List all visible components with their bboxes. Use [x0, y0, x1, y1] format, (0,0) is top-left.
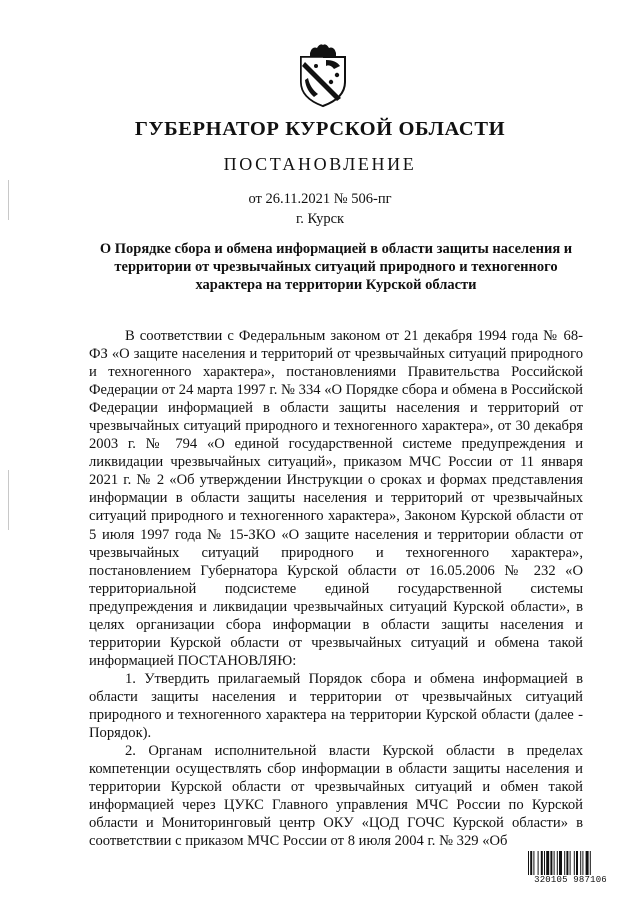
date-and-number: от 26.11.2021 № 506-пг [248, 191, 392, 207]
barcode-number: 320105 987106 [534, 875, 607, 885]
decree-subject: О Порядке сбора и обмена информацией в области защиты населения и территории от чрезвычайных ситуаций природного и техногенного характера на территории Курской области [99, 241, 573, 293]
governor-title: ГУБЕРНАТОР КУРСКОЙ ОБЛАСТИ [134, 118, 506, 140]
document-body [89, 327, 583, 850]
coat-of-arms-icon [296, 42, 350, 108]
clause-2-paragraph: 2. Органам исполнительной власти Курской области в пределах компетенции осуществлять сбор информации в области защиты населения и территории Курской области от чрезвычайных ситуаций и обмен такой информацией через ЦУКС Главного управления МЧС России по Курской области и Мониторинговый центр ОКУ «ЦОД ГОЧС Курской области» в соответствии с приказом МЧС России от 8 июля 2004 г. № 329 «Об [89, 743, 583, 850]
barcode [528, 851, 613, 885]
scan-margin-mark [8, 470, 9, 530]
city: г. Курск [295, 211, 345, 227]
clause-1-paragraph: 1. Утвердить прилагаемый Порядок сбора и обмена информацией в области защиты населения и территории от чрезвычайных ситуаций природного и техногенного характера на территории Курской области (далее - Порядок). [89, 670, 583, 742]
barcode-bars [528, 851, 613, 875]
document-type: ПОСТАНОВЛЕНИЕ [223, 154, 417, 174]
preamble-paragraph: В соответствии с Федеральным законом от 21 декабря 1994 года № 68-ФЗ «О защите населения и территорий от чрезвычайных ситуаций природного и техногенного характера», постановлениями Правительства Российской Федерации от 24 марта 1997 г. № 334 «О Порядке сбора и обмена в Российской Федерации информацией в области защиты населения и территорий от чрезвычайных ситуаций природного и техногенного характера», от 30 декабря 2003 г. № 794 «О единой государственной системе предупреждения и ликвидации чрезвычайных ситуаций», приказом МЧС России от 11 января 2021 г. № 2 «Об утверждении Инструкции о сроках и формах представления информации в области защиты населения и территорий от чрезвычайных ситуаций природного и техногенного характера», Законом Курской области от 5 июля 1997 года № 15-ЗКО «О защите населения и территории области от чрезвычайных ситуаций природного и техногенного характера», постановлением Губернатора Курской области от 16.05.2006 № 232 «О территориальной подсистеме единой государственной системы предупреждения и ликвидации чрезвычайных ситуаций Курской области», в целях организации сбора информации в области защиты населения и территории Курской области от чрезвычайных ситуаций и обмена такой информацией ПОСТАНОВЛЯЮ: [89, 328, 583, 669]
